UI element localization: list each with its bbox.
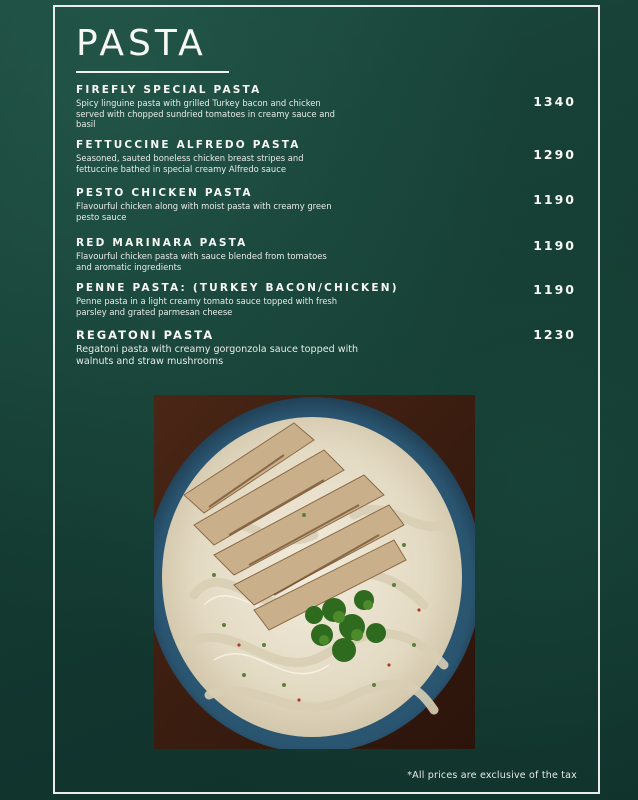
menu-item-price: 1190	[533, 192, 576, 207]
menu-item-name: FETTUCCINE ALFREDO PASTA	[76, 139, 301, 151]
menu-item	[76, 139, 586, 174]
menu-item-name: PENNE PASTA: (TURKEY BACON/CHICKEN)	[76, 282, 399, 294]
menu-item	[76, 328, 586, 368]
menu-item-description: Flavourful chicken along with moist pasta with creamy green pesto sauce	[76, 201, 332, 222]
menu-title: PASTA	[76, 23, 207, 64]
menu-item	[76, 187, 586, 222]
menu-item-description: Seasoned, sauted boneless chicken breast stripes and fettuccine bathed in special creamy Alfredo sauce	[76, 153, 304, 174]
menu-item-name: FIREFLY SPECIAL PASTA	[76, 84, 262, 96]
menu-item-price: 1340	[533, 94, 576, 109]
menu-item-price: 1230	[533, 327, 576, 342]
menu-item-description: Spicy linguine pasta with grilled Turkey bacon and chicken served with chopped sundried tomatoes in creamy sauce and basil	[76, 98, 335, 130]
menu-item	[76, 237, 586, 272]
menu-item-price: 1190	[533, 238, 576, 253]
menu-item-name: REGATONI PASTA	[76, 328, 215, 342]
menu-item-description: Flavourful chicken pasta with sauce blended from tomatoes and aromatic ingredients	[76, 251, 327, 272]
price-footnote: *All prices are exclusive of the tax	[407, 770, 577, 781]
menu-item-name: PESTO CHICKEN PASTA	[76, 187, 253, 199]
menu-item	[76, 282, 586, 317]
menu-item-name: RED MARINARA PASTA	[76, 237, 248, 249]
title-underline	[76, 71, 229, 73]
menu-item-description: Regatoni pasta with creamy gorgonzola sauce topped with walnuts and straw mushrooms	[76, 344, 359, 367]
menu-item-price: 1190	[533, 282, 576, 297]
menu-item-price: 1290	[533, 147, 576, 162]
menu-item-description: Penne pasta in a light creamy tomato sauce topped with fresh parsley and grated parmesan cheese	[76, 296, 338, 317]
menu-item	[76, 84, 586, 130]
pasta-dish-photo	[154, 395, 475, 749]
